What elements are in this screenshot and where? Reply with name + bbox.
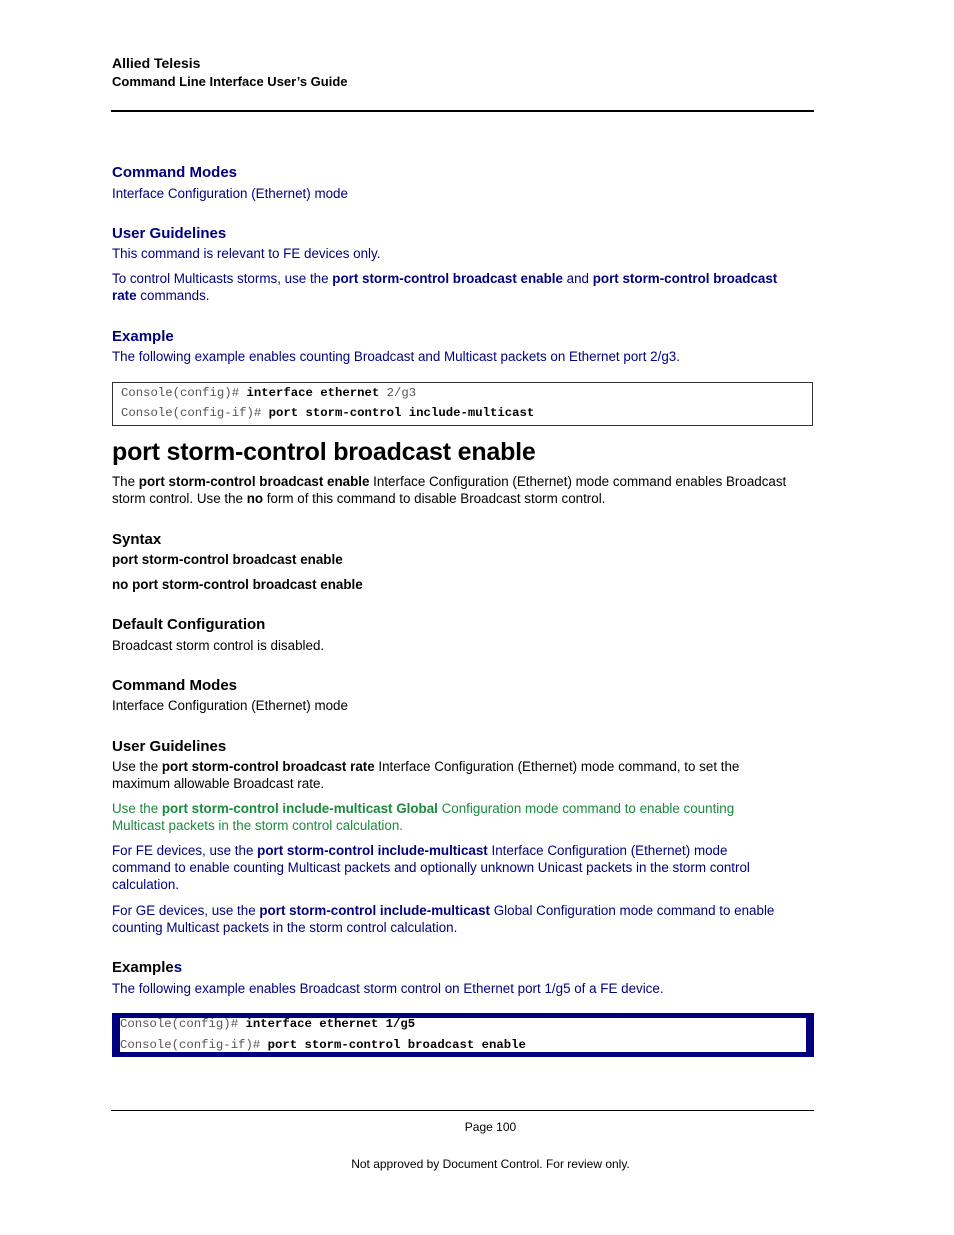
user-guideline-4 [112,902,814,936]
command-ref: port storm-control broadcast enable [138,474,370,489]
examples-text: The following example enables Broadcast storm control on Ethernet port 1/g5 of a FE device. [112,981,664,996]
text-run: Global Configuration mode command to enable [490,903,775,918]
text-run: Use the [112,759,162,774]
syntax-heading: Syntax [112,531,162,548]
syntax-line-2: no port storm-control broadcast enable [112,577,363,592]
user-guidelines-heading: User Guidelines [112,738,227,755]
code-line [120,1038,526,1052]
text-run: Interface Configuration (Ethernet) mode command enables Broadcast [369,474,787,489]
text-run: maximum allowable Broadcast rate. [112,776,325,791]
text-run: form of this command to disable Broadcast storm control. [263,491,606,506]
prev-example-heading: Example [112,328,174,345]
code-line [121,386,416,400]
command-ref: port storm-control include-multicast Global [161,801,438,816]
command-ref: port storm-control include-multicast [259,903,491,918]
command-ref: port storm-control include-multicast [257,843,488,858]
section-intro [112,473,814,507]
text-run: For GE devices, use the [112,903,260,918]
text-run: Configuration mode command to enable counting [437,801,735,816]
user-guideline-3 [112,842,814,893]
keyword: no [246,491,264,506]
text-run: Example [112,959,174,976]
prev-code-block [112,382,813,426]
prev-command-modes-heading: Command Modes [112,164,238,181]
text-run: To control Multicasts storms, use the [112,271,333,286]
footer-divider [111,1110,814,1111]
text-run: For FE devices, use the [112,843,258,858]
text-run: calculation. [112,877,179,892]
page-number: Page 100 [464,1120,517,1134]
command-ref: port storm-control broadcast enable [332,271,563,286]
command-modes-text: Interface Configuration (Ethernet) mode [112,698,348,713]
code-command: interface ethernet 1/g5 [245,1017,416,1031]
code-area [120,1018,806,1052]
text-run: storm control. Use the [112,491,247,506]
command-ref: port storm-control broadcast [592,271,778,286]
text-run: command to enable counting Multicast packets and optionally unknown Unicast packets in the storm control [112,860,750,875]
prev-guideline-2 [112,270,814,304]
text-run: counting Multicast packets in the storm control calculation. [112,920,458,935]
header-company: Allied Telesis [112,55,201,71]
prev-user-guidelines-heading: User Guidelines [112,225,227,242]
prev-command-modes-text: Interface Configuration (Ethernet) mode [112,186,348,201]
prev-example-text: The following example enables counting Broadcast and Multicast packets on Ethernet port 2/g3. [112,349,680,364]
code-command: port storm-control broadcast enable [267,1038,526,1052]
text-run: The [112,474,139,489]
code-arg: 2/g3 [379,386,417,400]
syntax-line-1: port storm-control broadcast enable [112,552,343,567]
examples-heading [112,959,182,976]
prev-guideline-1: This command is relevant to FE devices only. [112,246,381,261]
code-line [120,1017,415,1031]
text-run: Use the [112,801,162,816]
text-run: Interface Configuration (Ethernet) mode [487,843,728,858]
example-code-block [112,1013,814,1057]
command-modes-heading: Command Modes [112,677,238,694]
text-run: and [562,271,593,286]
user-guideline-2 [112,800,814,834]
command-ref: rate [112,288,137,303]
user-guideline-1 [112,758,814,792]
default-config-heading: Default Configuration [112,616,266,633]
code-line [121,406,534,420]
review-note: Not approved by Document Control. For review only. [351,1157,630,1171]
header-guide-title: Command Line Interface User’s Guide [112,74,348,89]
code-prompt: Console(config)# [121,386,247,400]
text-run: commands. [136,288,210,303]
code-prompt: Console(config-if)# [120,1038,268,1052]
default-config-text: Broadcast storm control is disabled. [112,638,325,653]
code-prompt: Console(config)# [120,1017,246,1031]
command-ref: port storm-control broadcast rate [161,759,375,774]
text-run: s [173,959,183,976]
header-divider [111,110,814,112]
text-run: Multicast packets in the storm control calculation. [112,818,403,833]
code-command: interface ethernet [246,386,380,400]
text-run: Interface Configuration (Ethernet) mode command, to set the [374,759,740,774]
section-title: port storm-control broadcast enable [112,438,536,466]
code-prompt: Console(config-if)# [121,406,269,420]
code-command: port storm-control include-multicast [268,406,535,420]
